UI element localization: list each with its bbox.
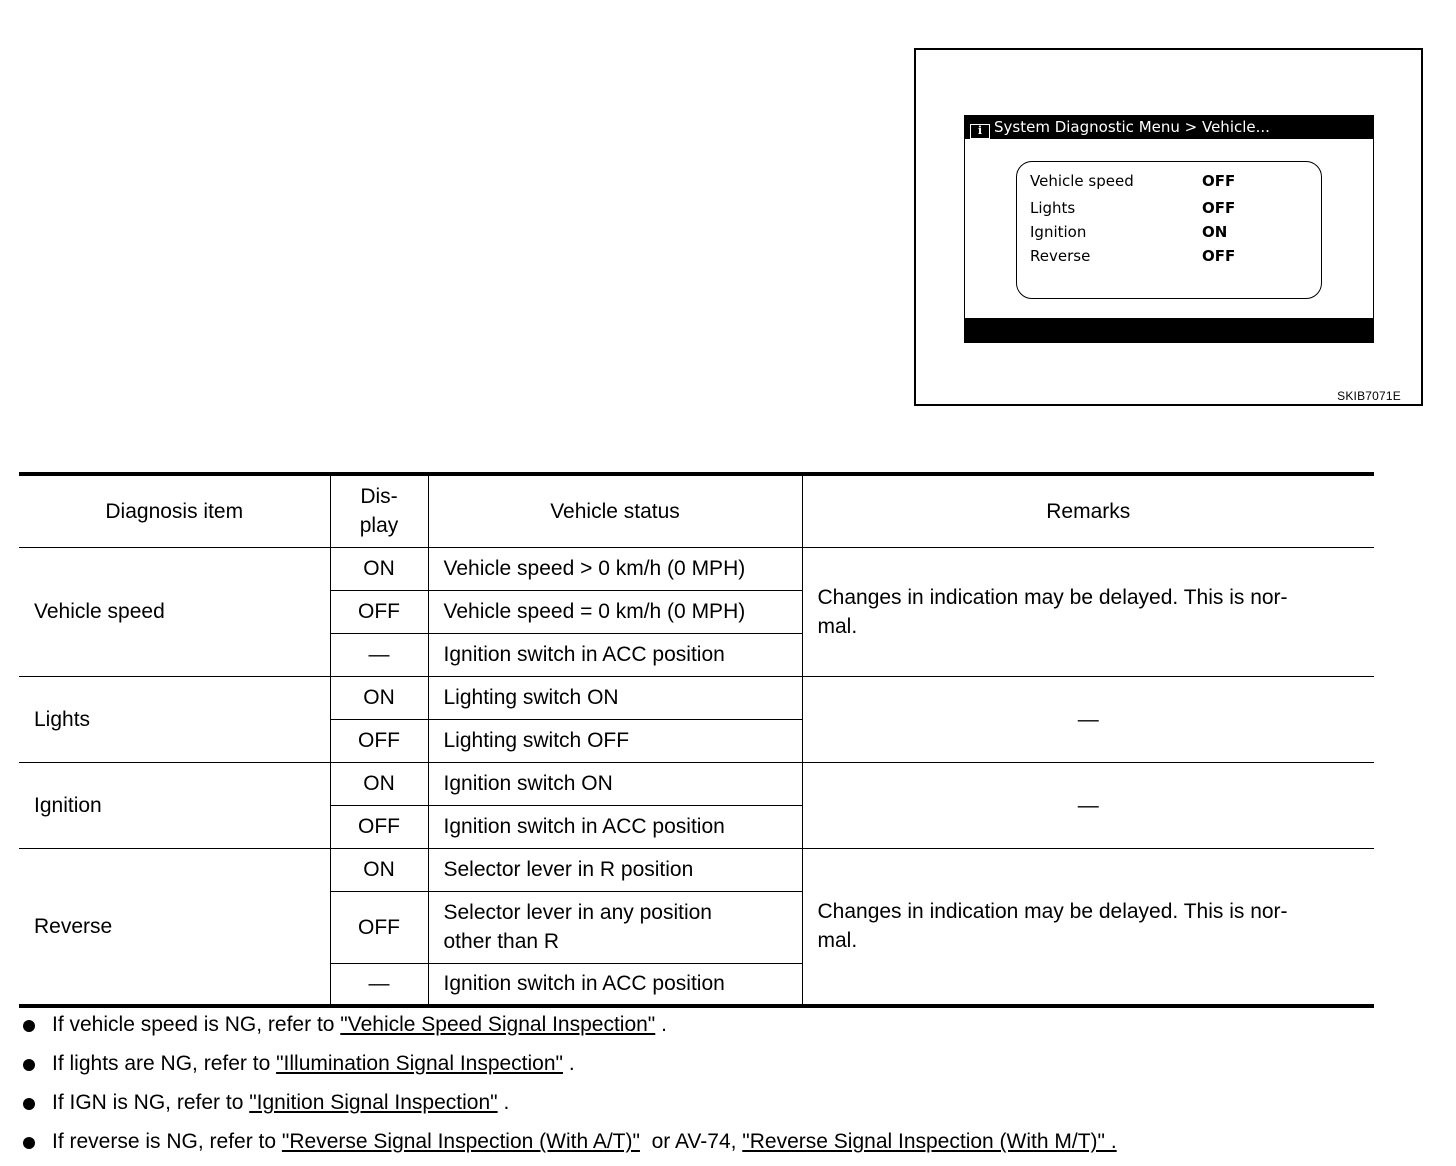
display-value: OFF [330,805,428,848]
diagnosis-item-lights: Lights [19,676,330,762]
status-row-reverse [1030,247,1235,265]
vehicle-status: Vehicle speed > 0 km/h (0 MPH) [428,547,802,590]
header-vehicle-status: Vehicle status [428,474,802,547]
link-vehicle-speed-signal-inspection[interactable]: "Vehicle Speed Signal Inspection" [340,1013,656,1036]
screen-figure [914,48,1423,406]
vehicle-status: Lighting switch OFF [428,719,802,762]
display-value: — [330,963,428,1006]
header-diagnosis-item: Diagnosis item [19,474,330,547]
note-text: If reverse is NG, refer to [52,1130,282,1153]
vehicle-status: Selector lever in any position other than R [428,891,802,963]
header-display: Dis- play [330,474,428,547]
status-value: OFF [1202,247,1236,265]
status-box [1016,161,1322,299]
display-value: ON [330,848,428,891]
status-row-ignition [1030,223,1227,241]
screen-title: System Diagnostic Menu > Vehicle... [994,118,1270,136]
note-suffix: . [655,1013,667,1036]
screen-body [964,139,1374,319]
diagnosis-item-reverse: Reverse [19,848,330,1006]
status-row-vehicle-speed [1030,172,1235,190]
vehicle-status: Ignition switch ON [428,762,802,805]
vehicle-status: Ignition switch in ACC position [428,633,802,676]
screen-footer-bar [964,319,1374,343]
list-item [20,1088,1420,1127]
status-label: Vehicle speed [1030,172,1134,190]
note-middle: or AV-74, [639,1130,743,1153]
status-label: Lights [1030,199,1076,217]
display-value: — [330,633,428,676]
table-row [19,848,1374,891]
link-reverse-signal-inspection-at[interactable]: "Reverse Signal Inspection (With A/T)" [281,1130,640,1153]
display-value: OFF [330,891,428,963]
vehicle-status: Ignition switch in ACC position [428,963,802,1006]
display-value: ON [330,762,428,805]
display-value: ON [330,547,428,590]
list-item [20,1127,1420,1166]
display-value: OFF [330,590,428,633]
status-value: OFF [1202,172,1236,190]
table-header-row [19,474,1374,547]
diagnosis-table [19,472,1374,1008]
link-illumination-signal-inspection[interactable]: "Illumination Signal Inspection" [276,1052,563,1075]
diagnosis-item-ignition: Ignition [19,762,330,848]
bullet-icon [23,1137,35,1149]
remarks-vehicle-speed: Changes in indication may be delayed. This is nor- mal. [802,547,1374,676]
note-text: If lights are NG, refer to [52,1052,277,1075]
note-suffix: . [563,1052,575,1075]
screen-title-bar [964,115,1374,139]
list-item [20,1010,1420,1049]
inspection-notes [20,1010,1420,1166]
list-item [20,1049,1420,1088]
link-reverse-signal-inspection-mt[interactable]: "Reverse Signal Inspection (With M/T)" . [742,1130,1117,1153]
status-value: ON [1202,223,1228,241]
note-suffix: . [497,1091,510,1114]
bullet-icon [23,1059,35,1071]
remarks-ignition: — [802,762,1374,848]
table-row [19,676,1374,719]
link-ignition-signal-inspection[interactable]: "Ignition Signal Inspection" [249,1091,498,1114]
info-icon: i [970,124,990,139]
status-label: Reverse [1030,247,1091,265]
note-text: If vehicle speed is NG, refer to [52,1013,341,1036]
vehicle-status: Vehicle speed = 0 km/h (0 MPH) [428,590,802,633]
status-value: OFF [1202,199,1236,217]
display-value: ON [330,676,428,719]
table-row [19,762,1374,805]
diagnosis-item-vehicle-speed: Vehicle speed [19,547,330,676]
status-row-lights [1030,199,1235,217]
bullet-icon [23,1020,35,1032]
vehicle-status: Ignition switch in ACC position [428,805,802,848]
remarks-lights: — [802,676,1374,762]
vehicle-status: Lighting switch ON [428,676,802,719]
table-row [19,547,1374,590]
note-text: If IGN is NG, refer to [52,1091,250,1114]
bullet-icon [23,1098,35,1110]
remarks-reverse: Changes in indication may be delayed. This is nor- mal. [802,848,1374,1006]
header-remarks: Remarks [802,474,1374,547]
figure-id: SKIB7071E [1337,389,1401,403]
vehicle-status: Selector lever in R position [428,848,802,891]
display-value: OFF [330,719,428,762]
status-label: Ignition [1030,223,1087,241]
